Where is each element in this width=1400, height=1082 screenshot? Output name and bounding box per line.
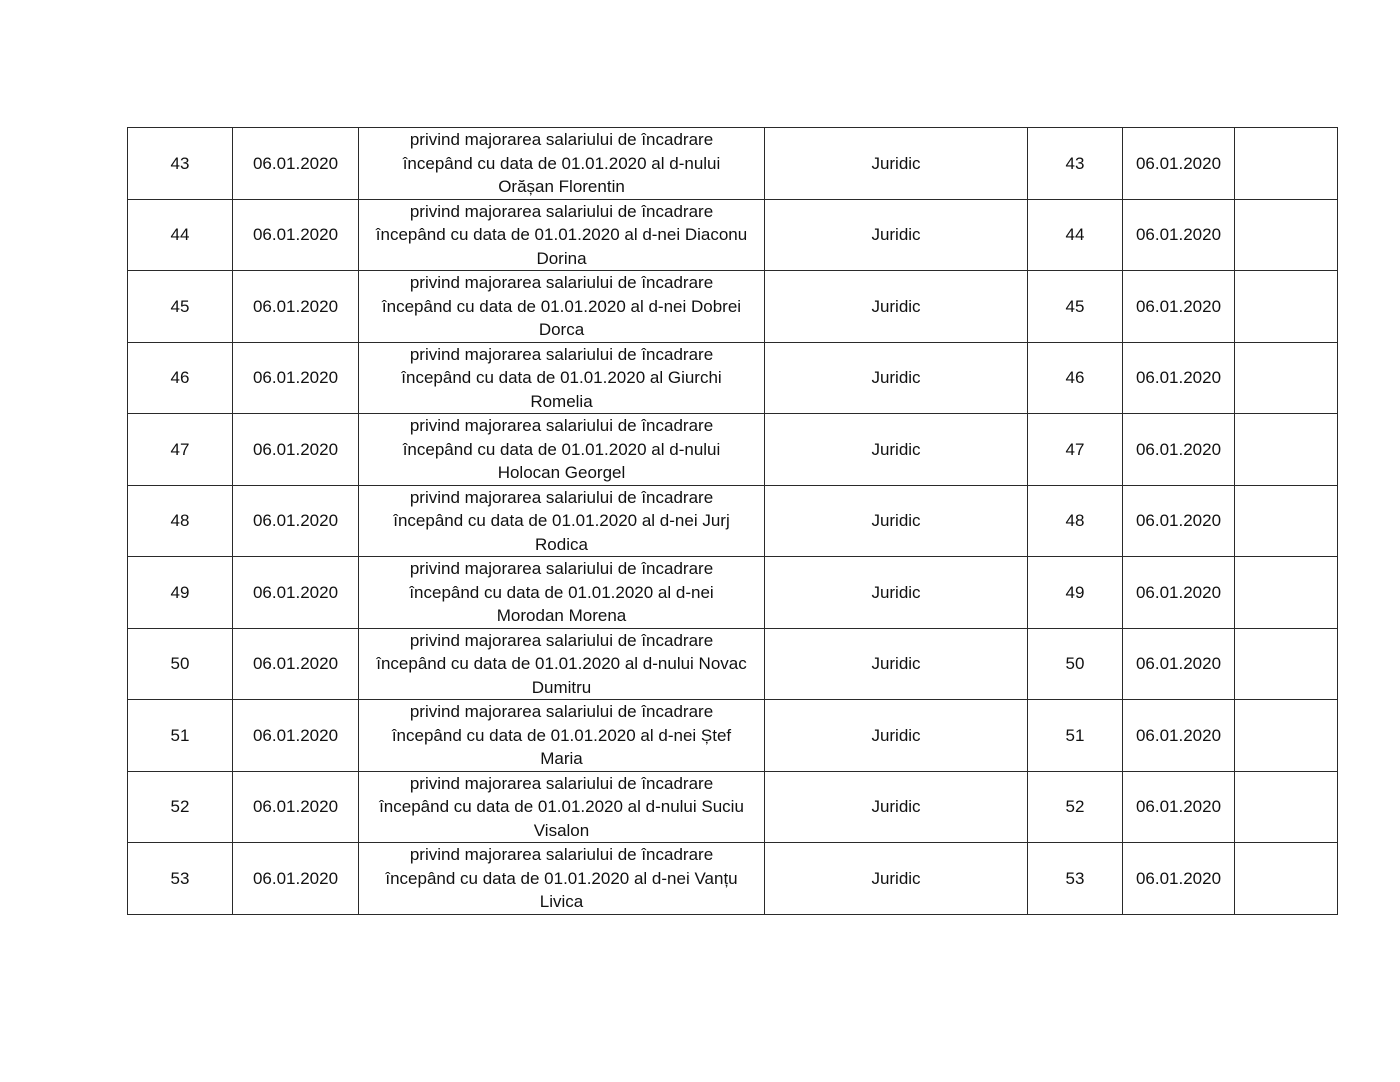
description-line: Rodica (535, 534, 588, 554)
cell-number: 44 (128, 199, 233, 271)
description-line: începând cu data de 01.01.2020 al d-nei Ștef (391, 725, 732, 745)
description-line: începând cu data de 01.01.2020 al d-nei Dobrei (381, 296, 742, 316)
table-body (128, 128, 1338, 915)
cell-department: Juridic (765, 700, 1028, 772)
cell-department: Juridic (765, 843, 1028, 915)
cell-extra (1235, 128, 1338, 200)
cell-extra (1235, 557, 1338, 629)
description-line: Morodan Morena (496, 606, 627, 625)
description-line: începând cu data de 01.01.2020 al d-nului (402, 153, 721, 173)
cell-number-2: 44 (1028, 199, 1123, 271)
table-row (128, 271, 1338, 343)
cell-number-2: 43 (1028, 128, 1123, 200)
cell-department: Juridic (765, 771, 1028, 843)
cell-department: Juridic (765, 271, 1028, 343)
cell-number: 51 (128, 700, 233, 772)
description-line: privind majorarea salariului de încadrare (409, 773, 714, 793)
cell-number-2: 46 (1028, 342, 1123, 414)
cell-description (359, 199, 765, 271)
table-row (128, 771, 1338, 843)
description-line: începând cu data de 01.01.2020 al Giurchi (401, 368, 722, 387)
cell-date: 06.01.2020 (233, 485, 359, 557)
table-row (128, 128, 1338, 200)
cell-department: Juridic (765, 199, 1028, 271)
cell-number: 43 (128, 128, 233, 200)
cell-date-2: 06.01.2020 (1123, 843, 1235, 915)
table-row (128, 628, 1338, 700)
description-line: privind majorarea salariului de încadrare (409, 201, 714, 221)
cell-department: Juridic (765, 414, 1028, 486)
cell-description (359, 128, 765, 200)
description-line: începând cu data de 01.01.2020 al d-nei Vanțu (385, 868, 738, 888)
cell-description (359, 414, 765, 486)
cell-description (359, 485, 765, 557)
cell-date: 06.01.2020 (233, 199, 359, 271)
table-row (128, 199, 1338, 271)
cell-extra (1235, 700, 1338, 772)
cell-description (359, 843, 765, 915)
table-row (128, 557, 1338, 629)
cell-number-2: 47 (1028, 414, 1123, 486)
description-line: începând cu data de 01.01.2020 al d-nului (402, 439, 721, 459)
cell-extra (1235, 414, 1338, 486)
cell-date: 06.01.2020 (233, 771, 359, 843)
cell-date-2: 06.01.2020 (1123, 271, 1235, 343)
cell-number: 53 (128, 843, 233, 915)
description-line: începând cu data de 01.01.2020 al d-nei (409, 582, 714, 602)
description-line: privind majorarea salariului de încadrare (409, 630, 714, 650)
cell-department: Juridic (765, 128, 1028, 200)
cell-date-2: 06.01.2020 (1123, 128, 1235, 200)
table-row (128, 700, 1338, 772)
cell-number: 46 (128, 342, 233, 414)
cell-description (359, 771, 765, 843)
cell-extra (1235, 628, 1338, 700)
table-row (128, 342, 1338, 414)
cell-extra (1235, 342, 1338, 414)
cell-date-2: 06.01.2020 (1123, 485, 1235, 557)
description-line: Dumitru (531, 677, 592, 697)
cell-description (359, 342, 765, 414)
cell-description (359, 271, 765, 343)
cell-extra (1235, 271, 1338, 343)
description-line: privind majorarea salariului de încadrare (409, 344, 714, 364)
table-row (128, 414, 1338, 486)
cell-date: 06.01.2020 (233, 414, 359, 486)
table-row (128, 485, 1338, 557)
cell-number-2: 48 (1028, 485, 1123, 557)
cell-number-2: 51 (1028, 700, 1123, 772)
description-line: privind majorarea salariului de încadrare (409, 416, 714, 435)
cell-date-2: 06.01.2020 (1123, 199, 1235, 271)
cell-date: 06.01.2020 (233, 843, 359, 915)
cell-department: Juridic (765, 628, 1028, 700)
description-line: privind majorarea salariului de încadrare (409, 487, 714, 507)
cell-date: 06.01.2020 (233, 128, 359, 200)
cell-date: 06.01.2020 (233, 557, 359, 629)
cell-department: Juridic (765, 342, 1028, 414)
cell-department: Juridic (765, 485, 1028, 557)
cell-number: 45 (128, 271, 233, 343)
description-line: privind majorarea salariului de încadrare (409, 845, 714, 864)
description-line: privind majorarea salariului de încadrare (409, 702, 714, 721)
description-line: Dorca (538, 320, 585, 339)
cell-description (359, 628, 765, 700)
cell-number-2: 53 (1028, 843, 1123, 915)
cell-number: 50 (128, 628, 233, 700)
description-line: Holocan Georgel (497, 463, 626, 482)
cell-number-2: 50 (1028, 628, 1123, 700)
cell-extra (1235, 771, 1338, 843)
description-line: începând cu data de 01.01.2020 al d-nei Jurj (393, 511, 730, 530)
cell-number-2: 45 (1028, 271, 1123, 343)
description-line: Maria (540, 749, 583, 768)
description-line: începând cu data de 01.01.2020 al d-nei Diaconu (375, 225, 748, 244)
cell-extra (1235, 199, 1338, 271)
cell-extra (1235, 843, 1338, 915)
description-line: Orășan Florentin (498, 177, 625, 196)
cell-description (359, 700, 765, 772)
cell-extra (1235, 485, 1338, 557)
cell-date: 06.01.2020 (233, 271, 359, 343)
cell-date-2: 06.01.2020 (1123, 414, 1235, 486)
table-row (128, 843, 1338, 915)
description-line: Visalon (533, 820, 590, 840)
cell-date-2: 06.01.2020 (1123, 700, 1235, 772)
cell-date-2: 06.01.2020 (1123, 628, 1235, 700)
cell-number: 48 (128, 485, 233, 557)
cell-description (359, 557, 765, 629)
description-line: privind majorarea salariului de încadrare (409, 559, 714, 578)
cell-date-2: 06.01.2020 (1123, 771, 1235, 843)
description-line: privind majorarea salariului de încadrare (409, 273, 714, 292)
description-line: Livica (539, 892, 584, 911)
cell-number-2: 52 (1028, 771, 1123, 843)
description-line: privind majorarea salariului de încadrare (409, 130, 714, 149)
cell-date-2: 06.01.2020 (1123, 557, 1235, 629)
description-line: începând cu data de 01.01.2020 al d-nului Suciu (379, 797, 744, 816)
cell-number: 47 (128, 414, 233, 486)
cell-date: 06.01.2020 (233, 700, 359, 772)
description-line: Dorina (536, 248, 587, 268)
description-line: începând cu data de 01.01.2020 al d-nului Novac (376, 654, 747, 673)
cell-number-2: 49 (1028, 557, 1123, 629)
cell-date: 06.01.2020 (233, 628, 359, 700)
cell-number: 49 (128, 557, 233, 629)
cell-date: 06.01.2020 (233, 342, 359, 414)
description-line: Romelia (530, 391, 593, 411)
registry-table (127, 127, 1338, 915)
cell-date-2: 06.01.2020 (1123, 342, 1235, 414)
cell-number: 52 (128, 771, 233, 843)
cell-department: Juridic (765, 557, 1028, 629)
